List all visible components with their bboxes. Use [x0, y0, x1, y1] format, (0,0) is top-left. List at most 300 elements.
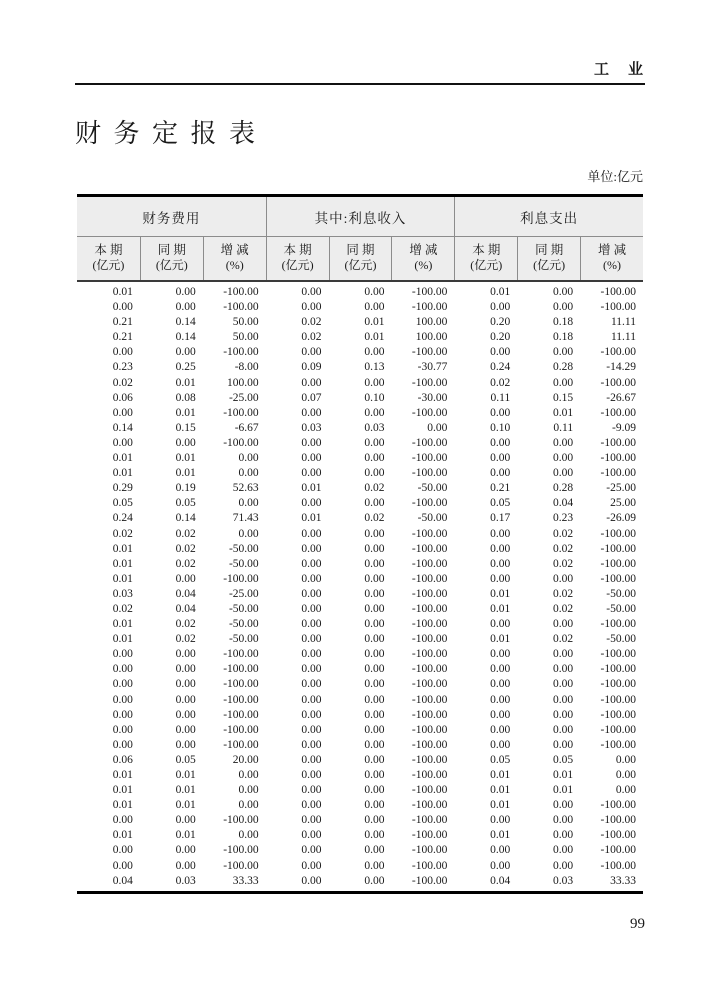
table-cell: 0.00 — [615, 753, 636, 766]
table-cell: 0.00 — [301, 406, 322, 419]
table-cell: 0.28 — [552, 482, 574, 495]
table-row — [77, 843, 643, 858]
table-cell: -100.00 — [411, 301, 448, 314]
table-cell: 0.05 — [175, 497, 196, 510]
table-cell: 0.00 — [301, 436, 322, 449]
table-cell: -50.00 — [228, 602, 259, 615]
table-cell: -100.00 — [223, 301, 259, 314]
table-cell: 0.01 — [490, 602, 511, 615]
table-cell: -100.00 — [600, 693, 636, 706]
table-cell: 50.00 — [232, 316, 259, 329]
table-cell: 0.00 — [552, 376, 574, 389]
table-cell: 0.00 — [301, 346, 322, 359]
table-cell: -100.00 — [600, 436, 636, 449]
table-cell: 0.13 — [364, 361, 385, 374]
table-cell: 0.21 — [112, 331, 133, 344]
table-cell: 0.01 — [490, 829, 511, 842]
column-header-unit: (亿元) — [92, 258, 125, 272]
table-cell: -100.00 — [411, 527, 448, 540]
column-header-unit: (亿元) — [155, 258, 188, 272]
column-header-unit: (%) — [414, 258, 433, 272]
table-cell: 0.06 — [112, 753, 133, 766]
table-cell: 0.04 — [175, 602, 196, 615]
table-cell: 0.01 — [112, 784, 133, 797]
table-cell: -100.00 — [223, 346, 259, 359]
table-cell: 11.11 — [610, 331, 636, 344]
table-cell: -14.29 — [606, 361, 636, 374]
column-header-label: 同 期 — [157, 243, 186, 257]
table-cell: 0.00 — [301, 572, 322, 585]
table-cell: 0.00 — [490, 723, 511, 736]
table-row — [77, 828, 643, 843]
table-cell: 0.17 — [490, 512, 511, 525]
table-cell: 71.43 — [232, 512, 259, 525]
table-row — [77, 768, 643, 783]
table-row — [77, 436, 643, 451]
table-cell: 0.00 — [238, 497, 259, 510]
table-cell: -100.00 — [600, 814, 636, 827]
column-header-label: 同 期 — [346, 243, 375, 257]
table-cell: 0.01 — [301, 482, 322, 495]
table-cell: 0.00 — [175, 572, 196, 585]
table-cell: 0.00 — [427, 421, 448, 434]
table-cell: 0.00 — [301, 527, 322, 540]
table-cell: 0.00 — [301, 587, 322, 600]
column-header — [140, 237, 203, 280]
table-cell: 0.02 — [364, 512, 385, 525]
table-cell: 0.00 — [364, 572, 385, 585]
table-cell: 0.23 — [552, 512, 574, 525]
table-cell: 0.01 — [112, 572, 133, 585]
table-row — [77, 723, 643, 738]
table-cell: 0.21 — [112, 316, 133, 329]
column-header — [329, 237, 392, 280]
table-cell: 0.00 — [301, 678, 322, 691]
table-cell: 0.00 — [490, 708, 511, 721]
table-cell: -100.00 — [223, 723, 259, 736]
table-cell: 0.00 — [490, 648, 511, 661]
table-cell: 0.00 — [364, 708, 385, 721]
table-cell: 0.00 — [238, 467, 259, 480]
table-cell: 0.01 — [112, 467, 133, 480]
table-cell: 0.00 — [364, 527, 385, 540]
table-cell: 0.00 — [301, 301, 322, 314]
table-cell: 0.02 — [175, 542, 196, 555]
table-cell: 0.04 — [112, 874, 133, 887]
table-row — [77, 859, 643, 874]
table-cell: 0.00 — [552, 301, 574, 314]
group-header-row — [77, 197, 643, 237]
table-cell: 0.00 — [238, 799, 259, 812]
table-body — [77, 282, 643, 891]
table-cell: 0.01 — [175, 799, 196, 812]
table-cell: 0.00 — [364, 844, 385, 857]
table-cell: 0.01 — [490, 587, 511, 600]
table-cell: 0.00 — [238, 784, 259, 797]
table-cell: -100.00 — [411, 678, 448, 691]
table-cell: 0.01 — [301, 512, 322, 525]
table-cell: 0.05 — [112, 497, 133, 510]
column-header — [77, 237, 140, 280]
table-cell: -100.00 — [411, 799, 448, 812]
column-header-label: 增 减 — [220, 243, 249, 257]
table-cell: 0.00 — [490, 542, 511, 555]
table-cell: 0.19 — [175, 482, 196, 495]
table-cell: 0.00 — [490, 452, 511, 465]
table-cell: -100.00 — [223, 436, 259, 449]
table-cell: -8.00 — [234, 361, 259, 374]
table-cell: -100.00 — [600, 738, 636, 751]
table-cell: 0.01 — [112, 829, 133, 842]
table-row — [77, 481, 643, 496]
table-cell: 0.00 — [301, 844, 322, 857]
table-cell: 0.00 — [301, 663, 322, 676]
table-cell: 0.00 — [364, 753, 385, 766]
table-cell: 0.00 — [490, 527, 511, 540]
table-cell: -100.00 — [411, 814, 448, 827]
table-cell: 0.00 — [364, 436, 385, 449]
table-cell: 0.01 — [552, 769, 574, 781]
table-cell: 0.24 — [490, 361, 511, 374]
table-cell: 0.02 — [490, 376, 511, 389]
table-cell: 0.00 — [175, 738, 196, 751]
table-cell: 0.00 — [552, 814, 574, 827]
table-cell: -50.00 — [606, 602, 636, 615]
table-cell: 0.00 — [175, 648, 196, 661]
table-cell: 0.00 — [112, 406, 133, 419]
table-cell: 0.00 — [175, 301, 196, 314]
table-row — [77, 813, 643, 828]
table-cell: 0.00 — [301, 497, 322, 510]
table-cell: 0.02 — [301, 316, 322, 329]
table-row — [77, 617, 643, 632]
group-header-financial-expenses: 财务费用 — [142, 211, 201, 226]
table-cell: -100.00 — [223, 572, 259, 585]
table-cell: 0.00 — [238, 452, 259, 465]
table-row — [77, 360, 643, 375]
table-row — [77, 798, 643, 813]
column-header-unit: (亿元) — [344, 258, 377, 272]
table-cell: 0.00 — [364, 406, 385, 419]
table-cell: 0.00 — [552, 799, 574, 812]
table-cell: 0.01 — [175, 376, 196, 389]
table-cell: -100.00 — [600, 542, 636, 555]
table-cell: 0.00 — [112, 723, 133, 736]
table-cell: 0.00 — [490, 678, 511, 691]
table-cell: -100.00 — [411, 859, 448, 872]
table-cell: 11.11 — [610, 316, 636, 329]
table-cell: -100.00 — [411, 753, 448, 766]
table-cell: 0.00 — [175, 346, 196, 359]
column-header-unit: (亿元) — [281, 258, 314, 272]
table-cell: 0.00 — [552, 618, 574, 631]
table-cell: 0.00 — [175, 844, 196, 857]
table-cell: -100.00 — [411, 693, 448, 706]
table-cell: 0.00 — [490, 301, 511, 314]
table-cell: 0.02 — [112, 376, 133, 389]
table-cell: 0.00 — [364, 301, 385, 314]
column-header — [454, 237, 517, 280]
table-row — [77, 451, 643, 466]
table-cell: 0.00 — [552, 708, 574, 721]
table-row — [77, 511, 643, 526]
table-cell: 0.01 — [112, 618, 133, 631]
table-cell: 0.00 — [364, 346, 385, 359]
table-cell: 100.00 — [227, 376, 259, 389]
table-row — [77, 647, 643, 662]
table-cell: 0.00 — [364, 814, 385, 827]
table-cell: 0.00 — [615, 769, 636, 781]
table-cell: 0.00 — [552, 346, 574, 359]
sub-header-row — [77, 237, 643, 280]
table-cell: 0.01 — [490, 784, 511, 797]
table-cell: 0.04 — [552, 497, 574, 510]
column-header — [203, 237, 266, 280]
table-cell: 0.00 — [364, 738, 385, 751]
column-header-unit: (亿元) — [533, 258, 566, 272]
table-cell: -100.00 — [223, 678, 259, 691]
table-cell: 0.00 — [552, 723, 574, 736]
table-row — [77, 330, 643, 345]
table-cell: 0.00 — [301, 829, 322, 842]
column-header — [266, 237, 329, 280]
table-cell: 0.00 — [364, 467, 385, 480]
table-cell: 0.10 — [364, 391, 385, 404]
table-cell: 0.00 — [301, 376, 322, 389]
table-row — [77, 753, 643, 768]
table-cell: 0.01 — [112, 769, 133, 781]
table-cell: -100.00 — [600, 376, 636, 389]
report-table — [77, 194, 643, 894]
column-header-unit: (%) — [225, 258, 244, 272]
table-cell: 0.23 — [112, 361, 133, 374]
table-cell: 0.02 — [364, 482, 385, 495]
table-cell: 0.00 — [112, 648, 133, 661]
table-cell: 0.00 — [490, 557, 511, 570]
table-cell: 0.08 — [175, 391, 196, 404]
table-cell: 0.00 — [175, 436, 196, 449]
table-cell: 0.06 — [112, 391, 133, 404]
table-cell: -100.00 — [600, 406, 636, 419]
table-cell: 0.02 — [301, 331, 322, 344]
table-cell: 0.21 — [490, 482, 511, 495]
table-cell: 0.09 — [301, 361, 322, 374]
table-cell: 0.00 — [301, 648, 322, 661]
table-cell: 0.20 — [490, 316, 511, 329]
table-row — [77, 662, 643, 677]
table-cell: -26.67 — [606, 391, 636, 404]
table-cell: -100.00 — [411, 648, 448, 661]
table-cell: -100.00 — [411, 436, 448, 449]
column-header — [517, 237, 580, 280]
table-cell: 0.02 — [175, 633, 196, 646]
table-row — [77, 587, 643, 602]
table-cell: 0.03 — [112, 587, 133, 600]
table-cell: -25.00 — [228, 587, 259, 600]
table-cell: 0.00 — [175, 708, 196, 721]
table-cell: 33.33 — [232, 874, 259, 887]
table-cell: 0.05 — [490, 497, 511, 510]
column-header-label: 增 减 — [597, 243, 627, 257]
table-cell: 0.00 — [301, 874, 322, 887]
table-cell: 0.00 — [112, 436, 133, 449]
group-header-interest-income: 其中:利息收入 — [266, 197, 455, 236]
table-cell: -100.00 — [411, 829, 448, 842]
table-cell: -100.00 — [411, 708, 448, 721]
table-cell: 0.01 — [364, 316, 385, 329]
table-cell: 0.00 — [301, 467, 322, 480]
table-cell: 0.00 — [112, 708, 133, 721]
table-cell: 0.00 — [552, 738, 574, 751]
table-cell: 0.01 — [552, 406, 574, 419]
table-cell: 0.00 — [112, 859, 133, 872]
table-row — [77, 557, 643, 572]
column-header-label: 本 期 — [472, 243, 501, 257]
table-cell: 0.01 — [175, 467, 196, 480]
table-cell: 0.01 — [112, 286, 133, 298]
table-cell: 0.00 — [112, 301, 133, 314]
table-cell: -100.00 — [411, 784, 448, 797]
table-cell: 100.00 — [415, 316, 448, 329]
table-cell: 0.00 — [490, 467, 511, 480]
table-cell: 0.00 — [490, 693, 511, 706]
table-cell: 0.00 — [175, 723, 196, 736]
table-cell: 0.04 — [490, 874, 511, 887]
table-cell: 0.02 — [112, 602, 133, 615]
table-cell: 0.14 — [112, 421, 133, 434]
table-cell: 0.00 — [552, 436, 574, 449]
table-cell: 0.00 — [301, 859, 322, 872]
table-cell: 0.00 — [238, 527, 259, 540]
table-cell: 0.00 — [490, 814, 511, 827]
table-cell: 0.00 — [175, 678, 196, 691]
table-cell: 0.02 — [175, 527, 196, 540]
table-cell: 0.00 — [364, 542, 385, 555]
table-cell: 0.00 — [490, 436, 511, 449]
table-row — [77, 285, 643, 300]
table-cell: 0.00 — [301, 618, 322, 631]
table-cell: 0.01 — [364, 331, 385, 344]
table-cell: -100.00 — [411, 467, 448, 480]
table-cell: 0.00 — [301, 452, 322, 465]
table-cell: 0.01 — [490, 769, 511, 781]
table-cell: 0.00 — [301, 784, 322, 797]
page-number: 99 — [630, 916, 645, 932]
table-row — [77, 315, 643, 330]
table-row — [77, 572, 643, 587]
table-cell: 0.00 — [552, 467, 574, 480]
table-cell: 0.00 — [364, 648, 385, 661]
table-cell: -50.00 — [228, 557, 259, 570]
table-cell: 0.00 — [364, 452, 385, 465]
table-cell: 0.00 — [301, 708, 322, 721]
table-cell: -100.00 — [600, 663, 636, 676]
table-cell: 0.10 — [490, 421, 511, 434]
table-cell: 0.00 — [364, 859, 385, 872]
table-cell: 0.18 — [552, 316, 574, 329]
table-cell: -100.00 — [411, 572, 448, 585]
table-row — [77, 632, 643, 647]
table-cell: 0.03 — [175, 874, 196, 887]
page-title: 财 务 定 报 表 — [75, 119, 259, 148]
table-cell: -100.00 — [600, 301, 636, 314]
table-cell: -100.00 — [411, 406, 448, 419]
table-row — [77, 406, 643, 421]
table-cell: -100.00 — [411, 874, 448, 887]
table-row — [77, 542, 643, 557]
table-cell: 0.01 — [552, 784, 574, 797]
table-cell: 0.00 — [301, 602, 322, 615]
table-cell: -100.00 — [411, 286, 448, 298]
table-cell: 0.05 — [552, 753, 574, 766]
table-cell: 0.02 — [552, 527, 574, 540]
table-cell: 0.00 — [364, 678, 385, 691]
table-cell: -30.00 — [417, 391, 448, 404]
table-cell: 0.00 — [364, 874, 385, 887]
table-cell: 0.00 — [112, 678, 133, 691]
table-cell: -100.00 — [600, 723, 636, 736]
running-head: 工 业 — [593, 62, 645, 78]
table-row — [77, 677, 643, 692]
table-cell: 0.00 — [552, 678, 574, 691]
table-cell: 0.02 — [552, 542, 574, 555]
table-cell: 0.00 — [552, 663, 574, 676]
table-cell: -50.00 — [228, 542, 259, 555]
column-header — [580, 237, 643, 280]
table-cell: 0.00 — [364, 376, 385, 389]
table-cell: 0.01 — [175, 406, 196, 419]
table-cell: -100.00 — [600, 467, 636, 480]
table-cell: -100.00 — [600, 527, 636, 540]
table-cell: 0.00 — [112, 844, 133, 857]
running-head-rule — [75, 83, 645, 85]
table-cell: 0.02 — [175, 557, 196, 570]
table-cell: 0.00 — [112, 738, 133, 751]
table-cell: 0.00 — [364, 784, 385, 797]
table-cell: 0.25 — [175, 361, 196, 374]
table-cell: 0.15 — [552, 391, 574, 404]
table-row — [77, 874, 643, 889]
table-cell: 0.00 — [364, 557, 385, 570]
table-cell: 0.01 — [490, 286, 511, 298]
table-cell: 0.00 — [301, 633, 322, 646]
table-cell: 0.07 — [301, 391, 322, 404]
table-cell: 0.00 — [364, 587, 385, 600]
table-cell: 0.01 — [175, 784, 196, 797]
table-cell: -100.00 — [411, 618, 448, 631]
table-cell: 0.14 — [175, 316, 196, 329]
table-cell: 0.00 — [490, 618, 511, 631]
table-cell: 0.05 — [175, 753, 196, 766]
table-cell: -100.00 — [223, 663, 259, 676]
table-cell: -100.00 — [411, 346, 448, 359]
table-cell: -25.00 — [228, 391, 259, 404]
table-row — [77, 345, 643, 360]
table-cell: -100.00 — [600, 286, 636, 298]
table-cell: -100.00 — [223, 648, 259, 661]
table-cell: 0.00 — [301, 769, 322, 781]
table-cell: 0.02 — [552, 633, 574, 646]
column-header — [391, 237, 454, 280]
table-cell: -100.00 — [600, 618, 636, 631]
table-cell: 0.00 — [490, 346, 511, 359]
table-cell: -100.00 — [223, 693, 259, 706]
table-cell: 0.02 — [112, 527, 133, 540]
table-cell: 0.01 — [490, 633, 511, 646]
table-cell: 0.00 — [364, 799, 385, 812]
table-cell: -100.00 — [600, 708, 636, 721]
table-cell: 0.00 — [552, 693, 574, 706]
